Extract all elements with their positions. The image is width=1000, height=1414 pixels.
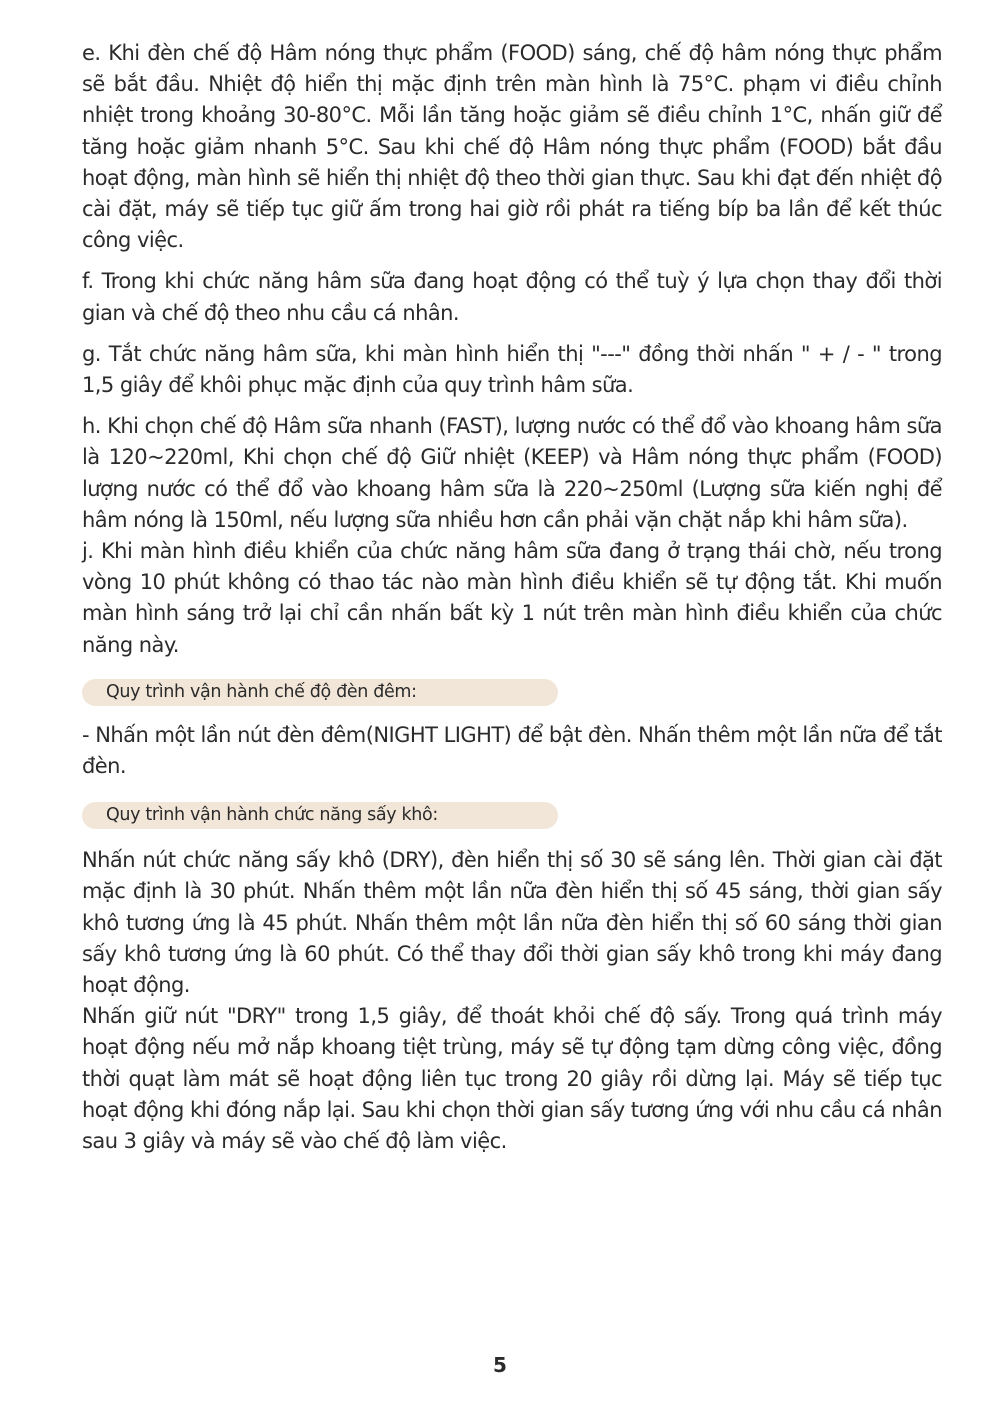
paragraph-j: j. Khi màn hình điều khiển của chức năng hâm sữa đang ở trạng thái chờ, nếu trong vòng 10 phút không có thao tác nào màn hình điều khiển sẽ tự động tắt. Khi muốn màn hình sáng trở lại chỉ cần nhấn bất kỳ 1 nút trên màn hình điều khiển của chức năng này. [82, 539, 942, 657]
paragraph-e: e. Khi đèn chế độ Hâm nóng thực phẩm (FOOD) sáng, chế độ hâm nóng thực phẩm sẽ bắt đầu. Nhiệt độ hiển thị mặc định trên màn hình là 75°C. phạm vi điều chỉnh nhiệt trong khoảng 30-80°C. Mỗi lần tăng hoặc giảm sẽ điều chỉnh 1°C, nhấn giữ để tăng hoặc giảm nhanh 5°C. Sau khi chế độ Hâm nóng thực phẩm (FOOD) bắt đầu hoạt động, màn hình sẽ hiển thị nhiệt độ theo thời gian thực. Sau khi đạt đến nhiệt độ cài đặt, máy sẽ tiếp tục giữ ấm trong hai giờ rồi phát ra tiếng bíp ba lần để kết thúc công việc. [82, 41, 942, 253]
drying-body-1: Nhấn nút chức năng sấy khô (DRY), đèn hiển thị số 30 sẽ sáng lên. Thời gian cài đặt mặc định là 30 phút. Nhấn thêm một lần nữa đèn hiển thị số 45 sáng, thời gian sấy khô tương ứng là 45 phút. Nhấn thêm một lần nữa đèn hiển thị số 60 sáng thời gian sấy khô tương ứng là 60 phút. Có thể thay đổi thời gian sấy khô trong khi máy đang hoạt động. [82, 848, 942, 998]
drying-heading: Quy trình vận hành chức năng sấy khô: [82, 802, 558, 829]
paragraph-h: h. Khi chọn chế độ Hâm sữa nhanh (FAST), lượng nước có thể đổ vào khoang hâm sữa là 120~220ml, Khi chọn chế độ Giữ nhiệt (KEEP) và Hâm nóng thực phẩm (FOOD) lượng nước có thể đổ vào khoang hâm sữa là 220~250ml (Lượng sữa kiến nghị để hâm nóng là 150ml, nếu lượng sữa nhiều hơn cần phải vặn chặt nắp khi hâm sữa). [82, 414, 942, 532]
drying-body-2: Nhấn giữ nút "DRY" trong 1,5 giây, để thoát khỏi chế độ sấy. Trong quá trình máy hoạt động nếu mở nắp khoang tiệt trùng, máy sẽ tự động tạm dừng công việc, đồng thời quạt làm mát sẽ hoạt động liên tục trong 20 giây rồi dừng lại. Máy sẽ tiếp tục hoạt động khi đóng nắp lại. Sau khi chọn thời gian sấy tương ứng với nhu cầu cá nhân sau 3 giây và máy sẽ vào chế độ làm việc. [82, 1004, 942, 1154]
night-light-body: - Nhấn một lần nút đèn đêm(NIGHT LIGHT) để bật đèn. Nhấn thêm một lần nữa để tắt đèn. [82, 722, 942, 779]
night-light-heading: Quy trình vận hành chế độ đèn đêm: [82, 679, 558, 706]
paragraph-g: g. Tắt chức năng hâm sữa, khi màn hình hiển thị "---" đồng thời nhấn " + / - " trong 1,5 giây để khôi phục mặc định của quy trình hâm sữa. [82, 341, 942, 398]
paragraph-f: f. Trong khi chức năng hâm sữa đang hoạt động có thể tuỳ ý lựa chọn thay đổi thời gian và chế độ theo nhu cầu cá nhân. [82, 269, 942, 325]
document-body [82, 38, 942, 1157]
page-number: 5 [493, 1353, 507, 1377]
